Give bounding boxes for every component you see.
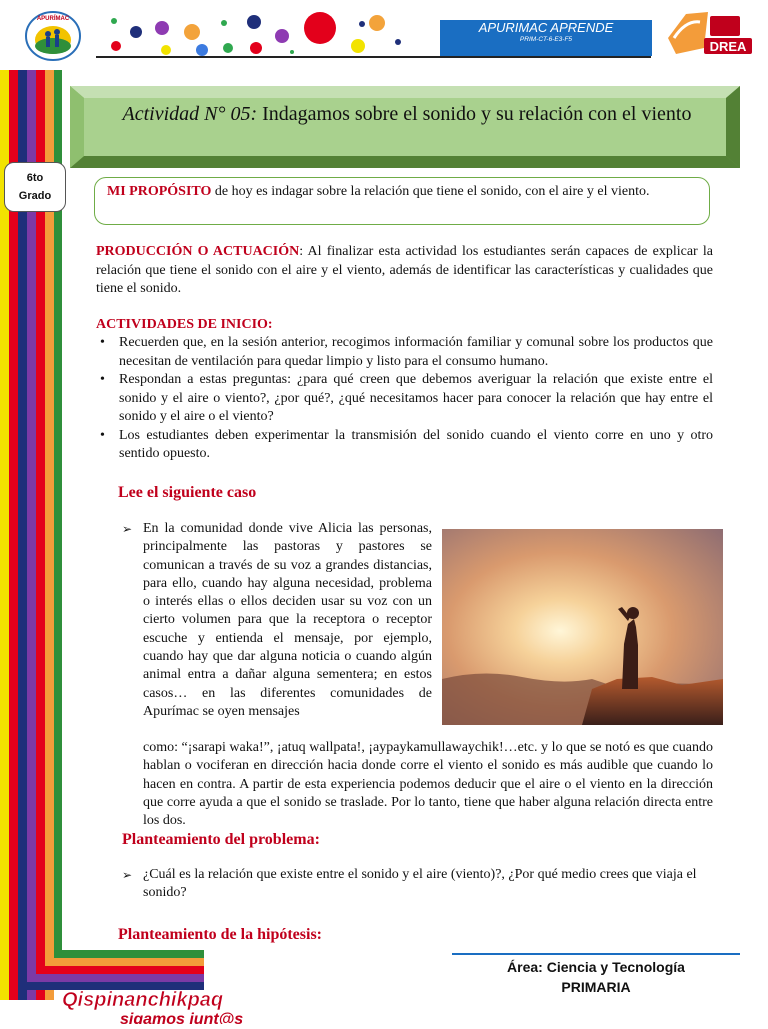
slogan-text: Qispinanchikpaq — [62, 989, 224, 1011]
list-item-text: Respondan a estas preguntas: ¿para qué creen que debemos averiguar la relación que existe entre el sonido y el aire o viento?, ¿por qué?, ¿qué necesitamos hacer para conocer la relación que hay entre el sonido y el aire o el viento? — [119, 372, 713, 424]
footer-divider — [452, 953, 740, 955]
hipotesis-heading: Planteamiento de la hipótesis: — [118, 926, 322, 943]
footer-area — [452, 957, 740, 997]
problema-heading: Planteamiento del problema: — [122, 831, 320, 848]
slogan-text-2: sigamos junt@s — [120, 1011, 244, 1024]
list-item — [96, 371, 713, 427]
activity-title: Indagamos sobre el sonido y su relación con el viento — [262, 103, 692, 125]
produccion-label: PRODUCCIÓN O ACTUACIÓN — [96, 244, 300, 259]
level-label: PRIMARIA — [561, 979, 631, 995]
banner-title: APURIMAC APRENDE — [478, 20, 614, 35]
decorative-dots — [100, 8, 435, 60]
bullet-icon: • — [100, 427, 105, 443]
drea-logo-icon — [664, 8, 754, 60]
caso-text: En la comunidad donde vive Alicia las personas, principalmente las pastoras y pastores se comunican a través de su voz a grandes distancias, para ello, cuando hay alguna necesidad, problema o interés ellas o ellos deciden usar su voz con un cierto volumen para que la receptora o receptor escuche y entienda el mensaje, por ejemplo, cuando hay que dar alguna noticia o cuando algún animal entra a dañar alguna sementera; en estos casos… en las diferentes comunidades de Apurímac se oyen mensajes — [143, 521, 432, 719]
caso-paragraph — [122, 520, 432, 721]
header-divider — [96, 56, 651, 58]
produccion-text: : Al finalizar esta actividad los estudiantes serán capaces de explicar la relación que tiene el sonido con el aire y el viento, además de identificar las características y cualidades que tiene el sonido. — [96, 244, 713, 296]
grade-badge — [4, 162, 66, 212]
banner-code: PRIM-CT-6-E3-F5 — [519, 36, 573, 43]
arrow-bullet-icon: ➢ — [122, 522, 133, 536]
arrow-bullet-icon: ➢ — [122, 868, 133, 882]
list-item — [96, 427, 713, 464]
grade-number: 6to — [26, 172, 44, 184]
area-label: Área: Ciencia y Tecnología — [507, 959, 685, 975]
activity-number: Actividad N° 05: — [122, 103, 258, 125]
grade-label: Grado — [18, 190, 52, 202]
drea-logo-text: DREA — [709, 39, 747, 54]
list-item-text: Recuerden que, en la sesión anterior, recogimos información familiar y comunal sobre los productos que necesitan de ventilación para quedar limpio y listo para el consumo humano. — [119, 335, 713, 369]
page-title — [92, 101, 722, 127]
list-item — [96, 334, 713, 371]
list-item-text: Los estudiantes deben experimentar la transmisión del sonido cuando el viento corre en uno y otro sentido opuesto. — [119, 427, 713, 461]
proposito-label: MI PROPÓSITO — [107, 184, 212, 199]
problema-question — [122, 866, 713, 903]
inicio-list — [96, 334, 713, 464]
problema-question-text: ¿Cuál es la relación que existe entre el sonido y el aire (viento)?, ¿Por qué medio crees que viaja el sonido? — [143, 867, 697, 901]
proposito-box — [94, 177, 710, 225]
title-box — [70, 86, 740, 168]
person-shouting-on-rock-at-sunset-image — [442, 529, 723, 725]
apurimac-regional-logo-icon — [22, 8, 84, 62]
produccion-paragraph — [96, 243, 713, 299]
bullet-icon: • — [100, 335, 105, 350]
proposito-text: de hoy es indagar sobre la relación que tiene el sonido, con el aire y el viento. — [211, 184, 650, 199]
bullet-icon: • — [100, 372, 105, 387]
caso-heading: Lee el siguiente caso — [118, 484, 257, 501]
caso-text-continued: como: “¡sarapi waka!”, ¡atuq wallpata!, ¡aypaykamullawaychik!…etc. y lo que se notó es que cuando hablan o vociferan en dirección hacia donde corre el viento el sonido es más audible que cuando lo hacen en contra. A partir de esta experiencia podemos deducir que el aire o el viento en la dirección que corre ayuda a que el sonido se traslade. Por lo tanto, tiene que haber alguna relación directa entre los dos. — [143, 740, 713, 829]
qispinanchikpaq-slogan-icon — [60, 986, 260, 1024]
apurimac-aprende-banner — [440, 20, 652, 56]
logo-left-text: APURÍMAC — [36, 16, 70, 22]
inicio-heading: ACTIVIDADES DE INICIO: — [96, 317, 273, 332]
